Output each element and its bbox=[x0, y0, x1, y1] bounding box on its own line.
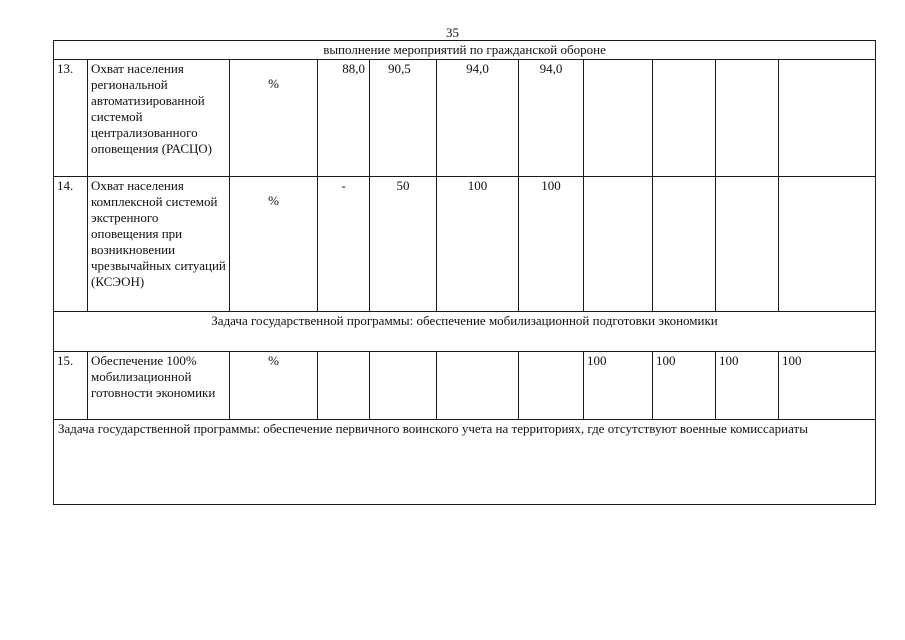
value-cell: 100 bbox=[779, 352, 876, 420]
value-cell: 100 bbox=[653, 352, 716, 420]
section-header: выполнение мероприятий по гражданской обороне bbox=[54, 41, 876, 60]
row-number: 13. bbox=[54, 60, 88, 177]
page-number: 35 bbox=[446, 25, 459, 40]
value-cell bbox=[584, 177, 653, 312]
value-cell: 94,0 bbox=[437, 60, 519, 177]
value-cell: - bbox=[318, 177, 370, 312]
value-cell: 100 bbox=[716, 352, 779, 420]
value-cell: 94,0 bbox=[519, 60, 584, 177]
value-cell bbox=[584, 60, 653, 177]
table-row bbox=[54, 60, 876, 177]
unit-cell: % bbox=[230, 352, 318, 420]
value-cell: 100 bbox=[584, 352, 653, 420]
unit-cell: % bbox=[230, 177, 318, 312]
row-number: 14. bbox=[54, 177, 88, 312]
value-cell bbox=[519, 352, 584, 420]
value-cell bbox=[318, 352, 370, 420]
unit-cell: % bbox=[230, 60, 318, 177]
value-cell: 100 bbox=[519, 177, 584, 312]
row-number: 15. bbox=[54, 352, 88, 420]
value-cell: 100 bbox=[437, 177, 519, 312]
table-row bbox=[54, 177, 876, 312]
value-cell bbox=[370, 352, 437, 420]
task-row bbox=[54, 312, 876, 352]
value-cell bbox=[653, 177, 716, 312]
indicators-table bbox=[53, 40, 876, 505]
value-cell bbox=[653, 60, 716, 177]
indicator-name: Охват населения комплексной системой экстренного оповещения при возникновении чрезвычайных ситуаций (КСЭОН) bbox=[88, 177, 230, 312]
task-military-registration: Задача государственной программы: обеспечение первичного воинского учета на территориях, где отсутствуют военные комиссариаты bbox=[54, 420, 876, 505]
value-cell: 90,5 bbox=[370, 60, 437, 177]
indicator-name: Обеспечение 100% мобилизационной готовности экономики bbox=[88, 352, 230, 420]
value-cell bbox=[779, 60, 876, 177]
table-row bbox=[54, 352, 876, 420]
value-cell: 50 bbox=[370, 177, 437, 312]
value-cell: 88,0 bbox=[318, 60, 370, 177]
task-mobilization: Задача государственной программы: обеспечение мобилизационной подготовки экономики bbox=[54, 312, 876, 352]
task-row bbox=[54, 420, 876, 505]
value-cell bbox=[779, 177, 876, 312]
value-cell bbox=[437, 352, 519, 420]
value-cell bbox=[716, 60, 779, 177]
indicator-name: Охват населения региональной автоматизированной системой централизованного оповещения (РАСЦО) bbox=[88, 60, 230, 177]
value-cell bbox=[716, 177, 779, 312]
section-header-row bbox=[54, 41, 876, 60]
